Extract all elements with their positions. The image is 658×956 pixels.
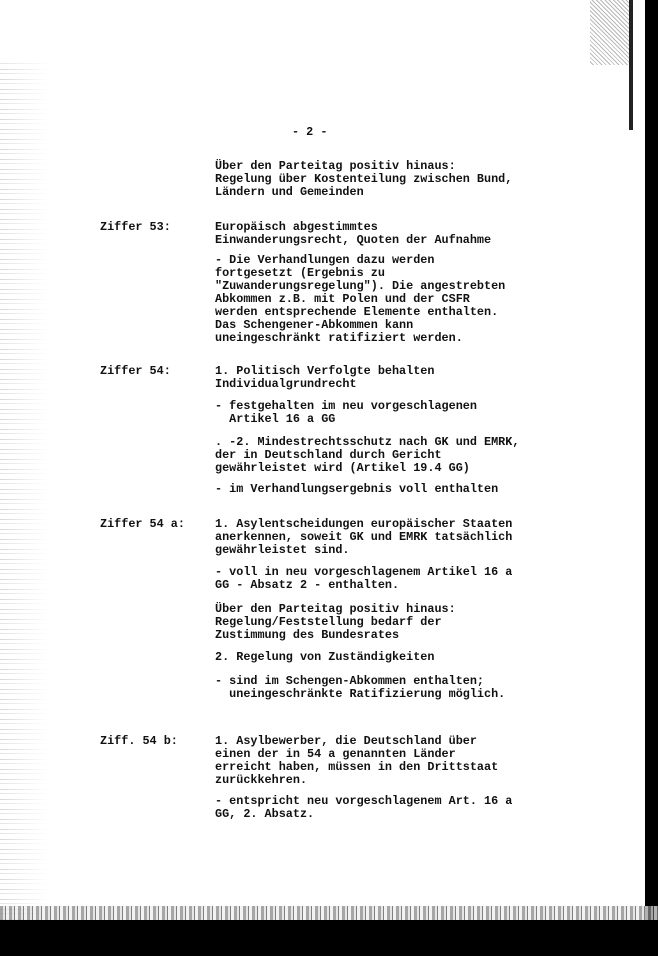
section-paragraph [215,400,477,426]
scan-corner-noise [590,0,630,65]
line: Artikel 16 a GG [215,412,336,426]
line: GG, 2. Absatz. [215,807,315,821]
line: - sind im Schengen-Abkommen enthalten; [215,674,485,688]
line: - entspricht neu vorgeschlagenem Art. 16 a [215,794,513,808]
line: 2. Regelung von Zuständigkeiten [215,650,435,664]
line: - Die Verhandlungen dazu werden [215,253,435,267]
line: der in Deutschland durch Gericht [215,448,442,462]
section-paragraph [215,603,456,642]
line: Abkommen z.B. mit Polen und der CSFR [215,292,470,306]
line: "Zuwanderungsregelung"). Die angestrebten [215,279,506,293]
line: Europäisch abgestimmtes [215,220,378,234]
line: werden entsprechende Elemente enthalten. [215,305,499,319]
line: fortgesetzt (Ergebnis zu [215,266,385,280]
line: gewährleistet wird (Artikel 19.4 GG) [215,461,470,475]
section-paragraph [215,566,512,592]
section-heading [215,221,491,247]
line: 1. Asylentscheidungen europäischer Staaten [215,517,513,531]
line: - im Verhandlungsergebnis voll enthalten [215,482,499,496]
scan-bottom-noise [0,906,658,920]
section-heading [215,518,512,557]
section-paragraph [215,483,498,496]
line: . -2. Mindestrechtsschutz nach GK und EMRK, [215,435,520,449]
intro-paragraph [215,160,512,199]
line: anerkennen, soweit GK und EMRK tatsächlich [215,530,513,544]
section-label: Ziffer 54: [100,364,171,378]
line: Ländern und Gemeinden [215,185,364,199]
section-paragraph [215,651,434,664]
section-label: Ziff. 54 b: [100,734,178,748]
section-heading [215,735,498,787]
section-label: Ziffer 53: [100,220,171,234]
line: einen der in 54 a genannten Länder [215,747,456,761]
scan-edge-noise [0,60,48,920]
line: Regelung/Feststellung bedarf der [215,615,442,629]
section-paragraph [215,436,519,475]
line: gewährleistet sind. [215,543,350,557]
line: Über den Parteitag positiv hinaus: [215,602,456,616]
line: - voll in neu vorgeschlagenem Artikel 16 a [215,565,513,579]
scan-border [645,0,658,956]
scan-bottom-border [0,920,658,956]
line: uneingeschränkte Ratifizierung möglich. [215,687,506,701]
section-paragraph [215,254,505,345]
section-label: Ziffer 54 a: [100,517,185,531]
line: Das Schengener-Abkommen kann [215,318,414,332]
line: uneingeschränkt ratifiziert werden. [215,331,463,345]
line: - festgehalten im neu vorgeschlagenen [215,399,477,413]
section-paragraph [215,795,512,821]
line: Individualgrundrecht [215,377,357,391]
line: Einwanderungsrecht, Quoten der Aufnahme [215,233,492,247]
section-paragraph [215,675,505,701]
line: Über den Parteitag positiv hinaus: [215,159,456,173]
line: 1. Asylbewerber, die Deutschland über [215,734,477,748]
scan-edge-bar [629,0,633,130]
line: zurückkehren. [215,773,308,787]
line: Regelung über Kostenteilung zwischen Bund, [215,172,513,186]
line: 1. Politisch Verfolgte behalten [215,364,435,378]
line: Zustimmung des Bundesrates [215,628,400,642]
section-heading [215,365,434,391]
line: GG - Absatz 2 - enthalten. [215,578,400,592]
line: erreicht haben, müssen in den Drittstaat [215,760,499,774]
page-number: - 2 - [292,125,328,139]
